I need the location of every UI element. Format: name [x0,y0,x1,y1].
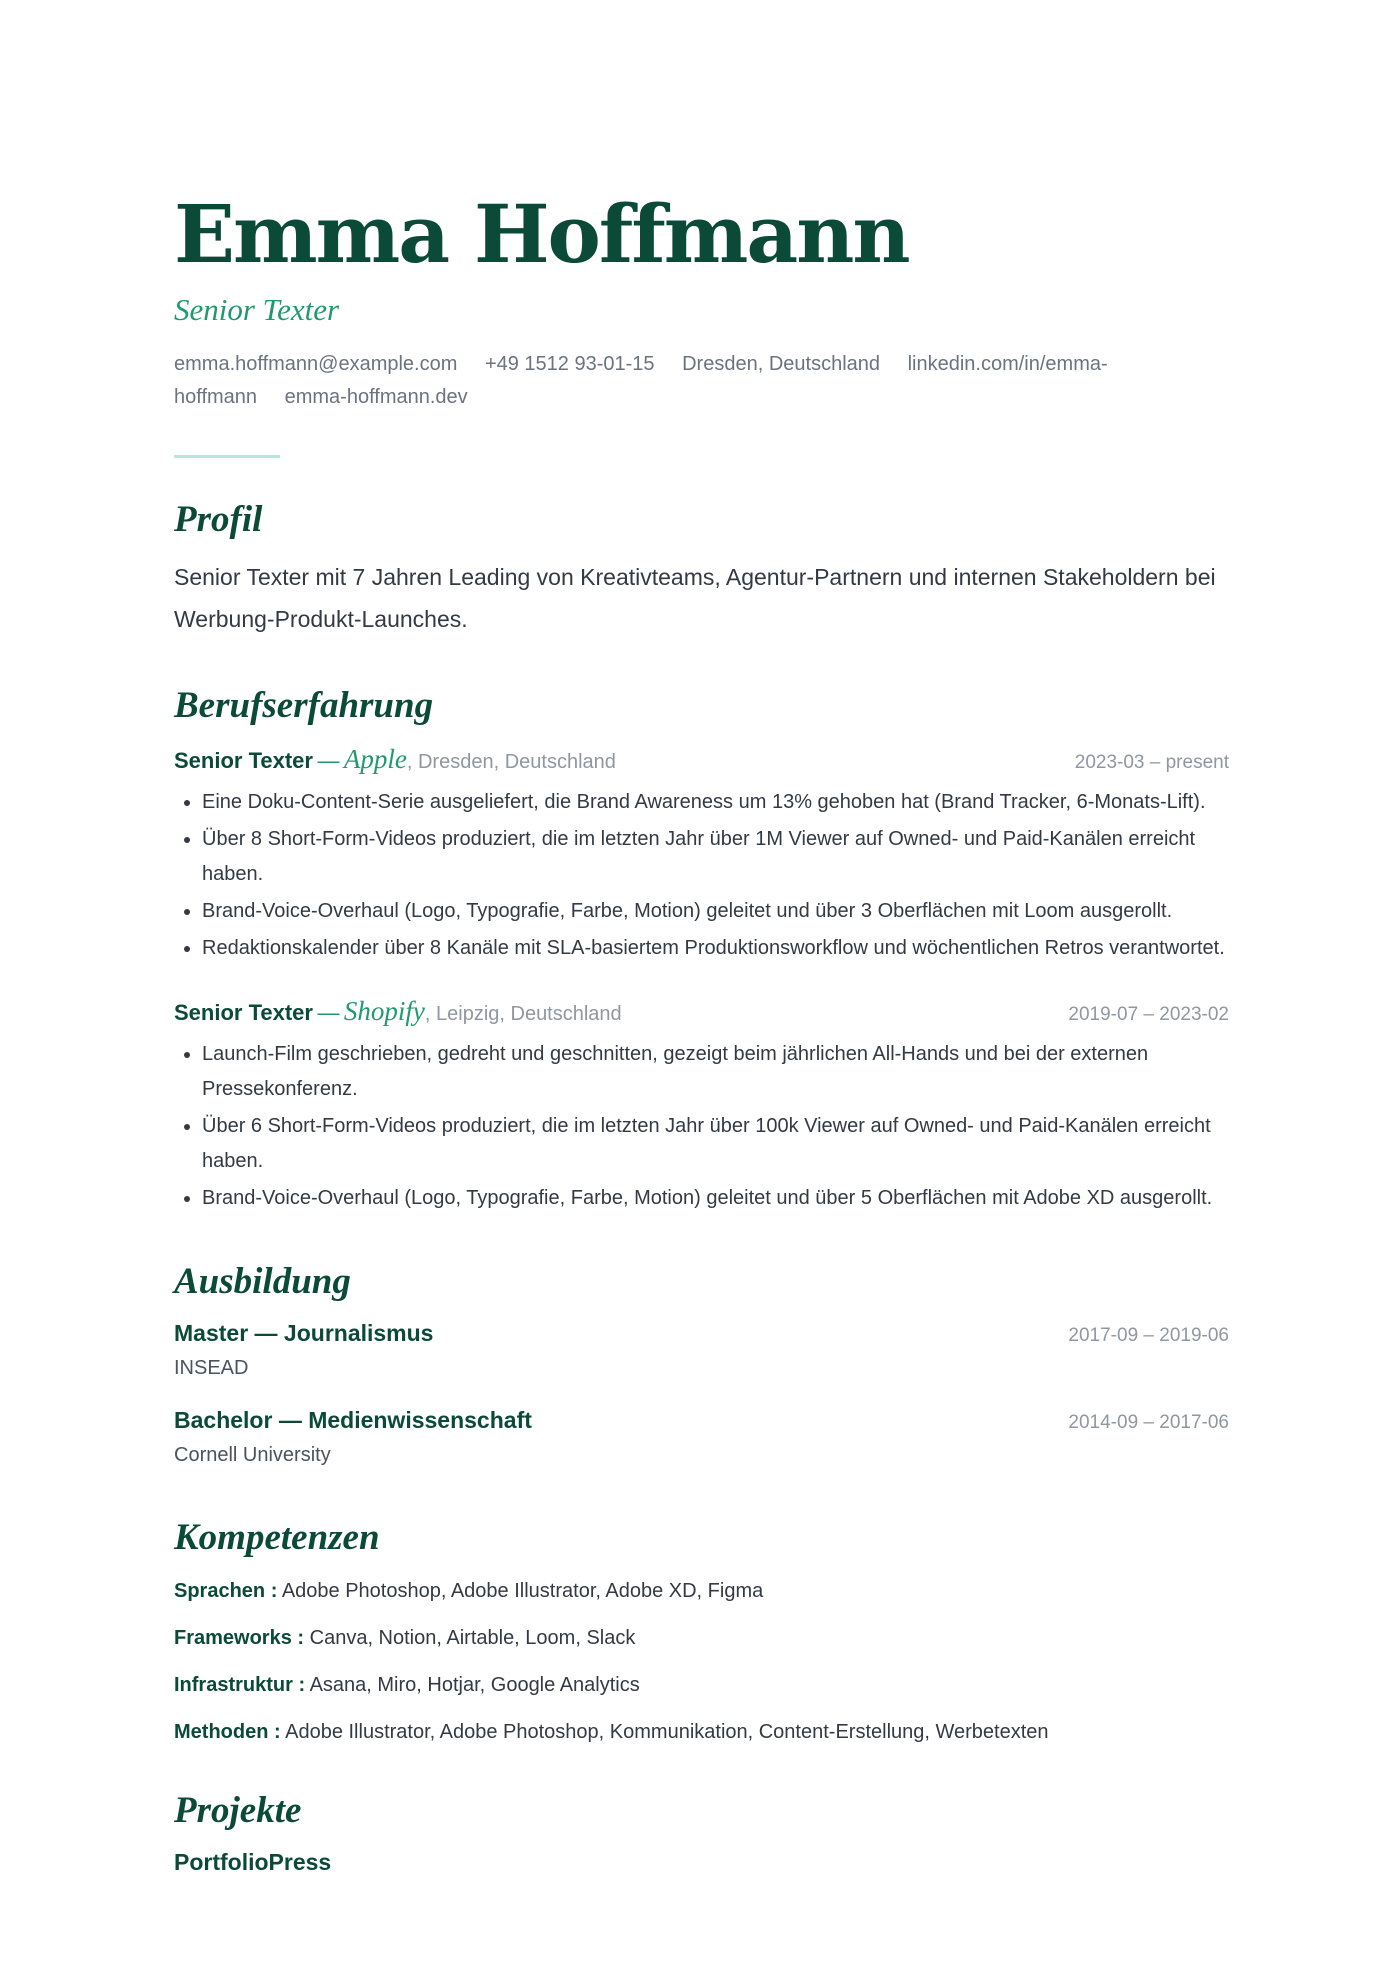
experience-section [174,684,1229,1216]
job-company: Shopify [343,996,425,1026]
job-bullet: • Brand-Voice-Overhaul (Logo, Typografie, Farbe, Motion) geleitet und über 3 Oberflächen mit Loom ausgerollt. [202,894,1234,929]
job-bullets [174,1037,1234,1216]
job-role: Senior Texter [174,748,313,773]
job-location: , Leipzig, Deutschland [424,1003,622,1025]
skill-row [174,1578,1224,1604]
job-dates: 2023-03 – present [1074,752,1229,773]
education-school: INSEAD [174,1357,249,1379]
skill-label: Sprachen : [174,1580,278,1602]
skill-row [174,1719,1224,1745]
education-degree: Bachelor — Medienwissenschaft [174,1407,532,1433]
job-bullet: • Redaktionskalender über 8 Kanäle mit SLA-basiertem Produktionsworkflow und wöchentlichen Retros verantwortet. [202,931,1234,966]
job-entry [174,744,1229,966]
contact-line [174,348,1114,414]
skill-row [174,1672,1224,1698]
job-entry [174,996,1229,1216]
candidate-headline: Senior Texter [174,292,340,327]
education-section [174,1260,1229,1472]
job-bullet: • Über 8 Short-Form-Videos produziert, die im letzten Jahr über 1M Viewer auf Owned- und Paid-Kanälen erreicht haben. [202,822,1234,892]
skill-value: Canva, Notion, Airtable, Loom, Slack [309,1627,636,1649]
skill-label: Methoden : [174,1721,281,1743]
job-bullets [174,785,1234,966]
job-role: Senior Texter [174,1000,313,1025]
header-divider [174,455,280,458]
skill-label: Infrastruktur : [174,1674,306,1696]
skills-list [174,1578,1224,1745]
skill-row [174,1625,1224,1651]
job-location: , Dresden, Deutschland [406,751,616,773]
skill-value: Adobe Illustrator, Adobe Photoshop, Kommunikation, Content-Erstellung, Werbetexten [285,1721,1049,1743]
profile-summary: Senior Texter mit 7 Jahren Leading von Kreativteams, Agentur-Partnern und internen Stakeholdern bei Werbung-Produkt-Launches. [174,564,1216,632]
skills-section [174,1516,1224,1745]
skill-label: Frameworks : [174,1627,305,1649]
job-dates: 2019-07 – 2023-02 [1068,1004,1229,1025]
education-school: Cornell University [174,1444,331,1466]
education-dates: 2017-09 – 2019-06 [1068,1325,1229,1346]
contact-email[interactable]: emma.hoffmann@example.com [174,353,458,375]
profile-section-title: Profil [174,499,263,540]
skill-value: Adobe Photoshop, Adobe Illustrator, Adobe XD, Figma [281,1580,764,1602]
contact-website[interactable]: emma-hoffmann.dev [284,386,468,408]
education-entry [174,1320,1229,1385]
experience-section-title: Berufserfahrung [174,685,434,726]
projects-section [174,1789,1224,1876]
job-bullet: • Brand-Voice-Overhaul (Logo, Typografie, Farbe, Motion) geleitet und über 5 Oberflächen mit Adobe XD ausgerollt. [202,1181,1234,1216]
education-degree: Master — Journalismus [174,1320,434,1346]
education-section-title: Ausbildung [174,1261,351,1302]
job-bullet: • Eine Doku-Content-Serie ausgeliefert, die Brand Awareness um 13% gehoben hat (Brand Tracker, 6-Monats-Lift). [202,785,1234,820]
project-name: PortfolioPress [174,1849,332,1875]
job-separator: — [317,748,340,773]
job-separator: — [317,1000,340,1025]
contact-phone[interactable]: +49 1512 93-01-15 [484,353,655,375]
contact-linkedin[interactable]: linkedin.com/in/emma-hoffmann [174,353,1108,408]
skills-section-title: Kompetenzen [174,1517,380,1558]
job-bullet: • Launch-Film geschrieben, gedreht und geschnitten, gezeigt beim jährlichen All-Hands und bei der externen Pressekonferenz. [202,1037,1234,1107]
job-bullet: • Über 6 Short-Form-Videos produziert, die im letzten Jahr über 100k Viewer auf Owned- und Paid-Kanälen erreicht haben. [202,1109,1234,1179]
job-company: Apple [343,744,407,774]
education-dates: 2014-09 – 2017-06 [1068,1412,1229,1433]
resume-header [174,0,1224,458]
skill-value: Asana, Miro, Hotjar, Google Analytics [309,1674,640,1696]
education-entry [174,1407,1229,1472]
projects-section-title: Projekte [174,1790,302,1831]
candidate-name: Emma Hoffmann [174,187,909,281]
contact-location: Dresden, Deutschland [682,353,880,375]
